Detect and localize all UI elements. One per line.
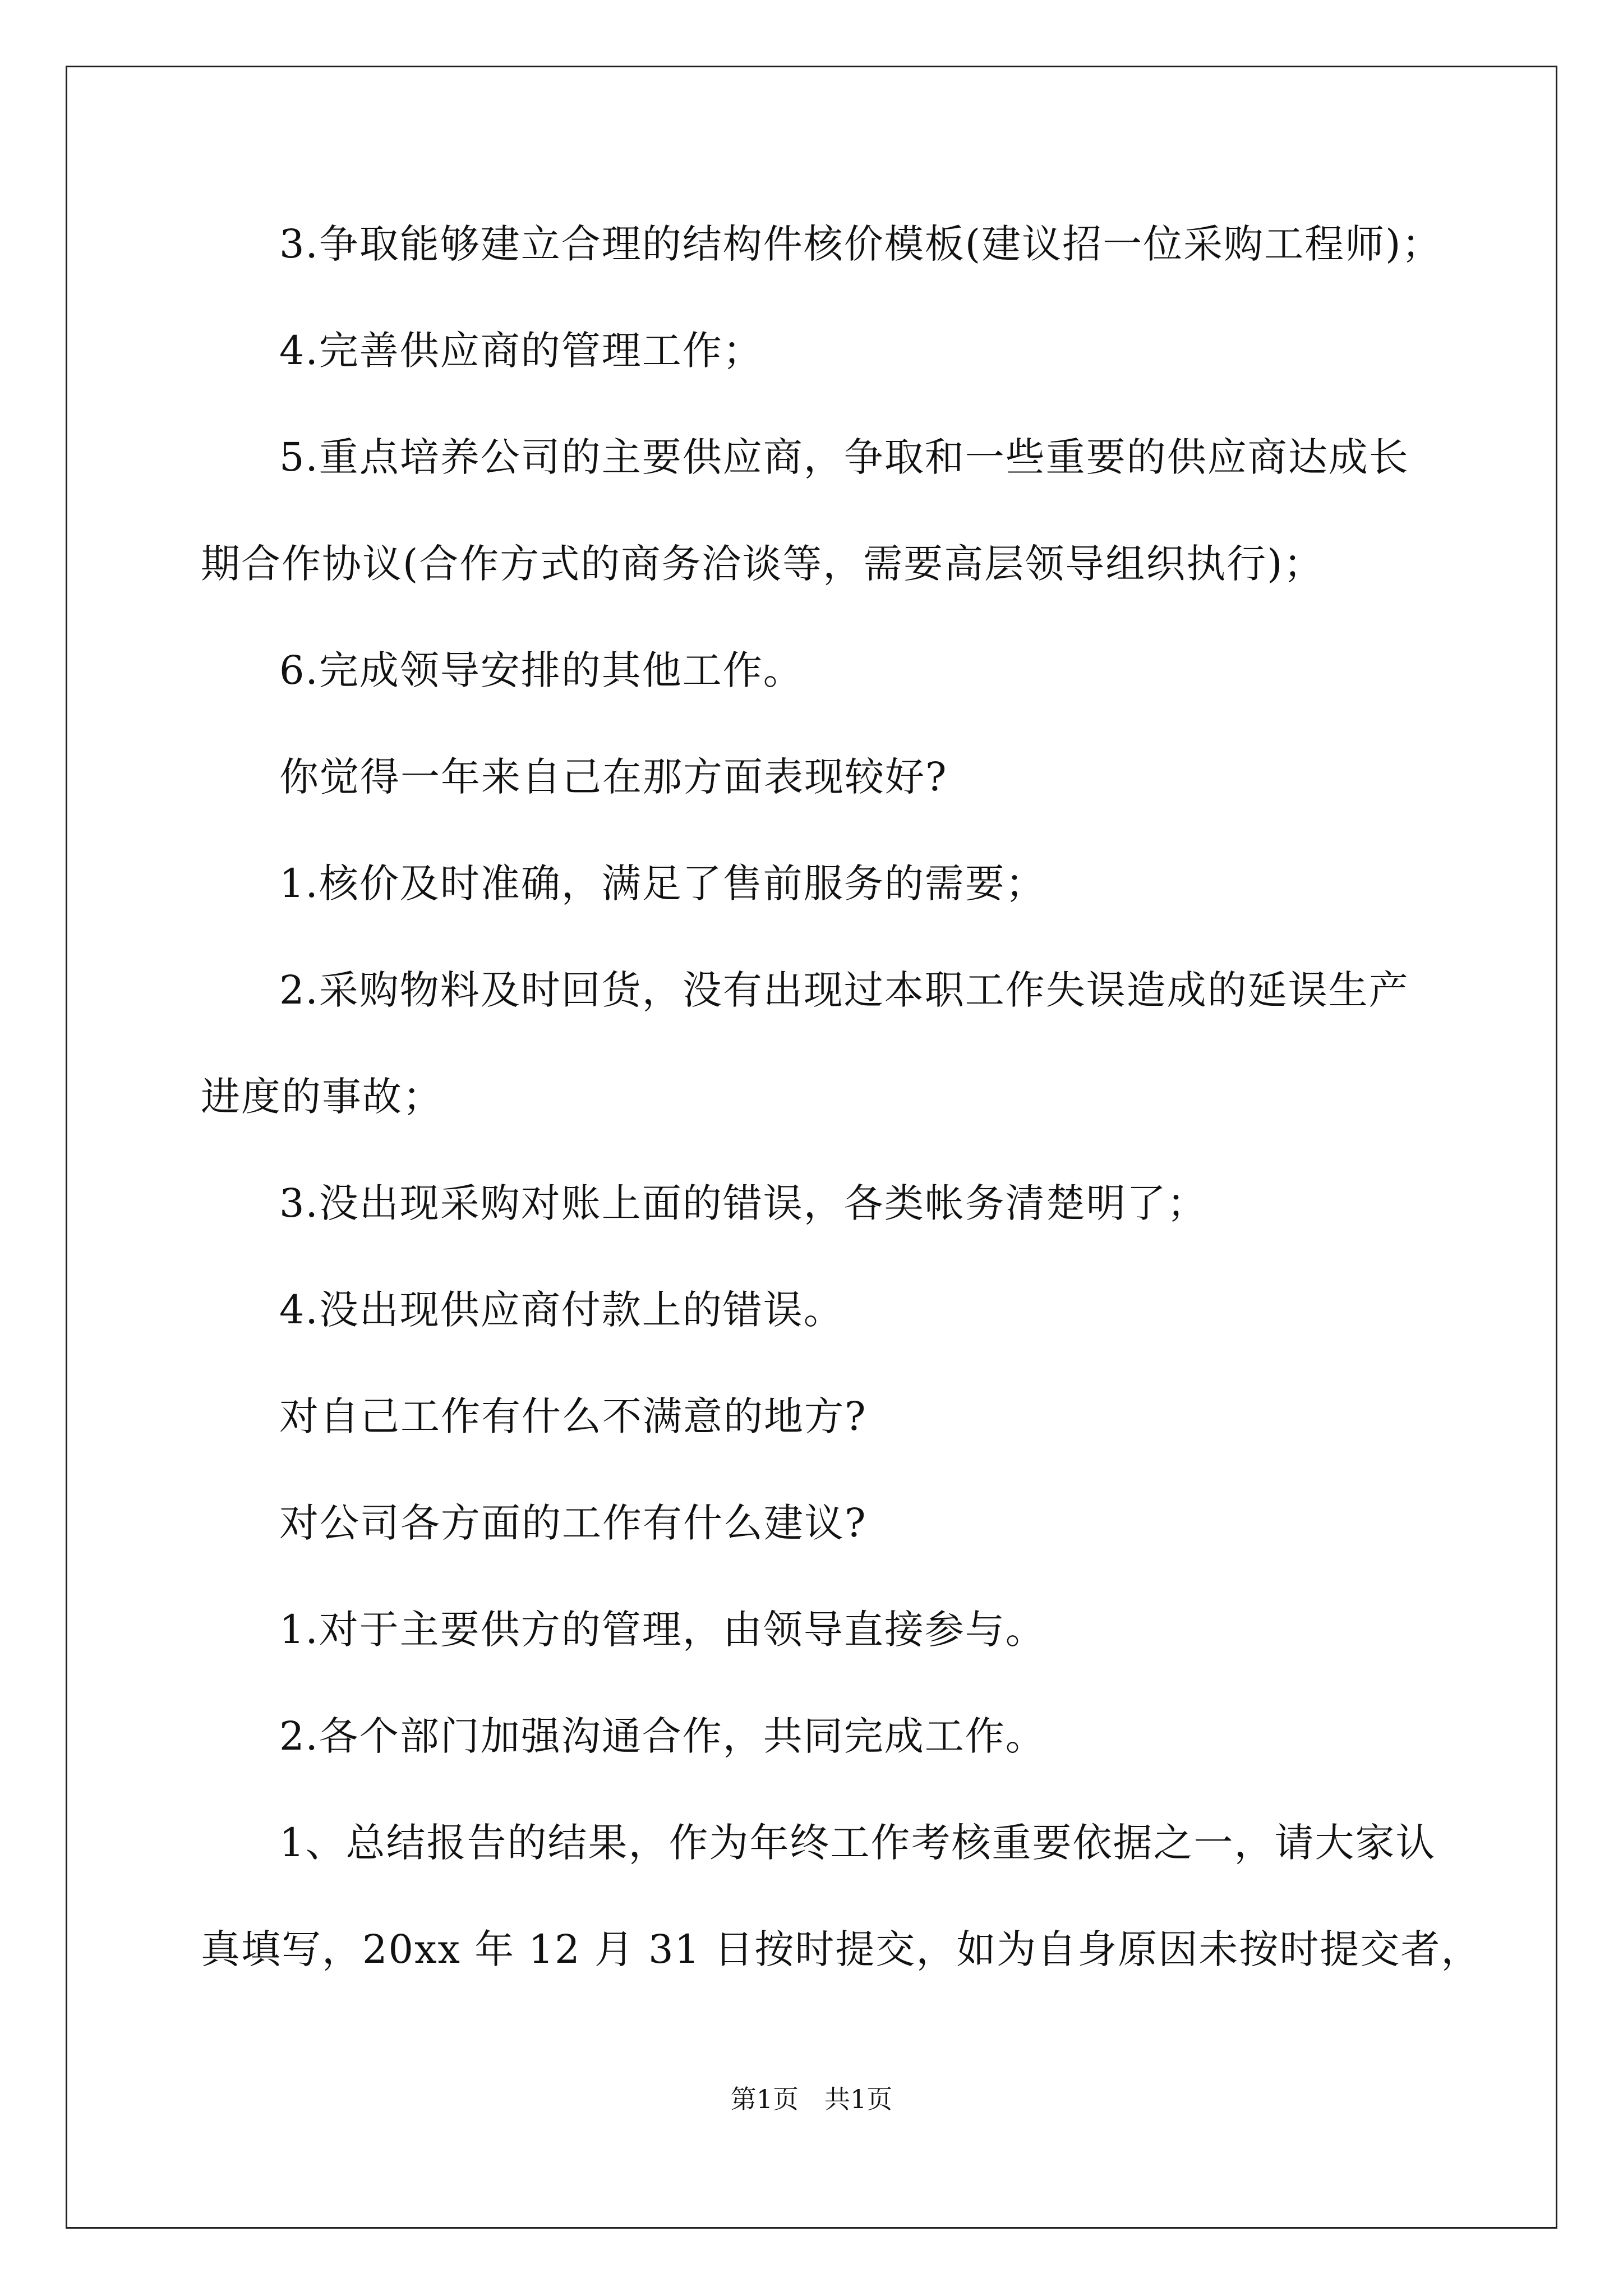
paragraph: 3.没出现采购对账上面的错误，各类帐务清楚明了； (279, 1180, 1207, 1226)
page-footer: 第1页 共1页 (730, 2084, 893, 2114)
paragraph: 真填写，20xx 年 12 月 31 日按时提交，如为自身原因未按时提交者， (201, 1926, 1482, 1972)
paragraph: 1.对于主要供方的管理，由领导直接参与。 (279, 1607, 1046, 1653)
page-border (66, 66, 1557, 2229)
paragraph: 5.重点培养公司的主要供应商，争取和一些重要的供应商达成长 (279, 434, 1409, 480)
paragraph: 2.各个部门加强沟通合作，共同完成工作。 (279, 1713, 1046, 1759)
paragraph: 对公司各方面的工作有什么建议? (279, 1500, 867, 1546)
paragraph: 4.没出现供应商付款上的错误。 (279, 1287, 844, 1333)
paragraph: 对自己工作有什么不满意的地方? (279, 1393, 867, 1439)
paragraph: 1、总结报告的结果，作为年终工作考核重要依据之一，请大家认 (279, 1820, 1436, 1866)
paragraph: 2.采购物料及时回货，没有出现过本职工作失误造成的延误生产 (279, 967, 1409, 1013)
paragraph: 你觉得一年来自己在那方面表现较好? (279, 754, 948, 800)
paragraph: 进度的事故； (201, 1074, 443, 1120)
paragraph: 6.完成领导安排的其他工作。 (279, 647, 804, 693)
paragraph: 期合作协议(合作方式的商务洽谈等，需要高层领导组织执行)； (201, 541, 1324, 587)
paragraph: 3.争取能够建立合理的结构件核价模板(建议招一位采购工程师)； (279, 221, 1442, 267)
paragraph: 4.完善供应商的管理工作； (279, 328, 763, 374)
paragraph: 1.核价及时准确，满足了售前服务的需要； (279, 861, 1046, 907)
